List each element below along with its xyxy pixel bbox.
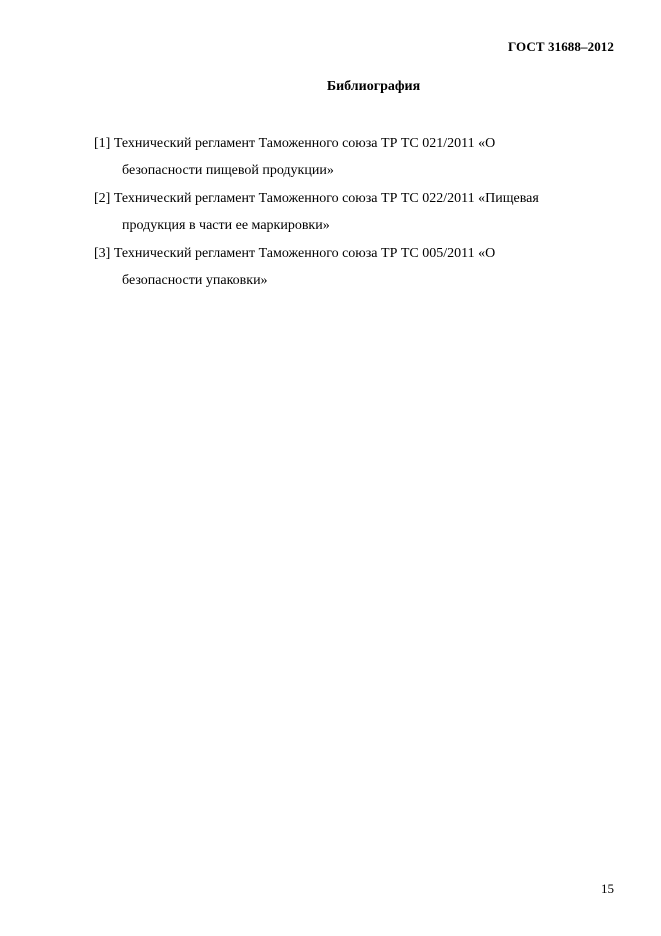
bibliography-title: Библиография	[326, 79, 421, 94]
document-code-header: ГОСТ 31688–2012	[507, 39, 614, 54]
bibliography-entry-continuation: продукция в части ее маркировки»	[122, 218, 330, 233]
bibliography-entry-text: [1] Технический регламент Таможенного союза ТР ТС 021/2011 «О	[94, 136, 496, 151]
bibliography-entry-text: [3] Технический регламент Таможенного союза ТР ТС 005/2011 «О	[94, 246, 496, 261]
bibliography-entry-text: [2] Технический регламент Таможенного союза ТР ТС 022/2011 «Пищевая	[94, 191, 539, 206]
bibliography-entry-2	[94, 185, 614, 239]
bibliography-entry-continuation: безопасности пищевой продукции»	[122, 163, 334, 178]
bibliography-entry-continuation: безопасности упаковки»	[122, 273, 268, 288]
bibliography-list	[94, 130, 614, 295]
page-number: 15	[601, 881, 614, 896]
bibliography-entry-3	[94, 240, 614, 294]
bibliography-entry-1	[94, 130, 614, 184]
